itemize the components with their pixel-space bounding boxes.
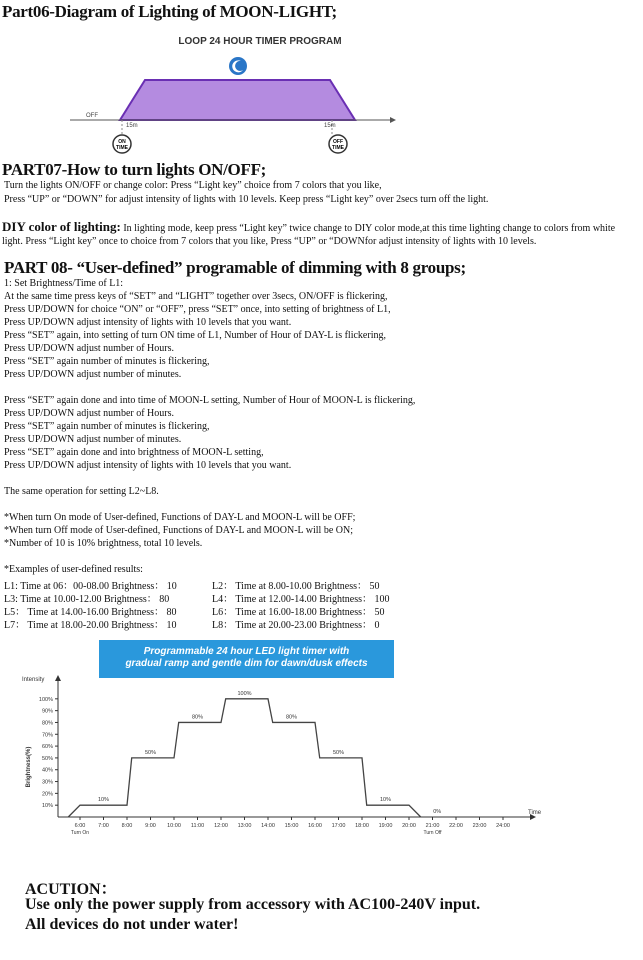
x-tick-label: 24:00 (496, 823, 510, 829)
p8-line: 1: Set Brightness/Time of L1: (4, 278, 124, 289)
p8-line: *Number of 10 is 10% brightness, total 10 levels. (4, 538, 203, 549)
caution-line-1: Use only the power supply from accessory with AC100-240V input. (25, 896, 481, 913)
on-time-text-1: ON (118, 139, 126, 145)
p8-line: *When turn On mode of User-defined, Functions of DAY-L and MOON-L will be OFF; (4, 512, 356, 523)
data-label: 0% (433, 809, 442, 815)
y-axis-title: Intensity (22, 677, 45, 683)
p8-line: Press UP/DOWN adjust intensity of lights with 10 levels that you want. (4, 460, 292, 471)
p8-line: *When turn Off mode of User-defined, Functions of DAY-L and MOON-L will be ON; (4, 525, 353, 536)
caution-title: ACUTION： (25, 881, 117, 898)
example-l1: L1: Time at 06：00-08.00 Brightness： 10 (4, 581, 177, 592)
off-time-text-1: OFF (333, 139, 343, 145)
y-tick-label: 50% (41, 755, 53, 762)
example-l6: L6： Time at 16.00-18.00 Brightness： 50 (212, 607, 385, 618)
diy-text-1: In lighting mode, keep press “Light key” twice change to DIY color mode,at this time lighting change to colors from white (120, 223, 616, 234)
ramp-left-label: 15m (126, 123, 138, 129)
data-label: 10% (379, 797, 392, 804)
part07-p1: Turn the lights ON/OFF or change color: Press “Light key” choice from 7 colors that you like, (4, 180, 382, 191)
moon-ramp-area (120, 80, 355, 120)
data-label: 100% (237, 690, 252, 697)
diagram-title: LOOP 24 HOUR TIMER PROGRAM (178, 36, 342, 47)
p8-line: Press UP/DOWN for choice “ON” or “OFF”, press “SET” once, into setting of brightness of L1, (4, 304, 391, 315)
x-axis-title: Time (528, 810, 542, 816)
banner-line-2: gradual ramp and gentle dim for dawn/dusk effects (125, 658, 368, 669)
on-time-text-2: TIME (116, 145, 128, 151)
p8-line: Press UP/DOWN adjust number of minutes. (4, 434, 182, 445)
data-label: 80% (191, 714, 204, 721)
p8-line: Press UP/DOWN adjust number of Hours. (4, 408, 174, 419)
x-tick-label: 15:00 (284, 823, 299, 829)
p8-line: Press UP/DOWN adjust number of minutes. (4, 369, 182, 380)
data-label: 50% (144, 749, 157, 756)
off-time-text-2: TIME (332, 145, 344, 151)
y-tick-label: 80% (41, 720, 53, 727)
caution-line-2: All devices do not under water! (25, 916, 239, 933)
x-tick-label: 14:00 (261, 823, 275, 829)
x-tick-label: 6:00 (74, 823, 86, 829)
part07-title: PART07-How to turn lights ON/OFF; (2, 160, 267, 179)
p8-line: Press UP/DOWN adjust number of Hours. (4, 343, 174, 354)
y-tick-label: 20% (41, 791, 53, 798)
p8-line: Press “SET” again done and into brightness of MOON-L setting, (4, 447, 264, 458)
x-tick-label: 8:00 (121, 823, 133, 829)
moon-timer-diagram (60, 28, 400, 160)
brightness-series-line (68, 699, 421, 817)
example-l4: L4： Time at 12.00-14.00 Brightness： 100 (212, 594, 390, 605)
p8-line: Press “SET” again number of minutes is flickering, (4, 421, 210, 432)
y-axis-arrow (55, 675, 61, 681)
data-label: 10% (97, 797, 110, 804)
p8-line: The same operation for setting L2~L8. (4, 486, 159, 497)
x-tick-label: 20:00 (402, 823, 416, 829)
ramp-right-label: 15m (324, 123, 336, 129)
x-tick-label: 19:00 (378, 823, 393, 829)
example-l2: L2： Time at 8.00-10.00 Brightness： 50 (212, 581, 380, 592)
x-tick-label: 11:00 (190, 823, 205, 829)
y-tick-label: 60% (41, 744, 53, 751)
off-label: OFF (86, 113, 98, 119)
x-tick-label: 23:00 (472, 823, 487, 829)
x-tick-label: 17:00 (331, 823, 346, 829)
y-tick-label: 100% (38, 696, 53, 703)
example-l5: L5： Time at 14.00-16.00 Brightness： 80 (4, 607, 177, 618)
banner-line-1: Programmable 24 hour LED light timer with (143, 646, 350, 657)
part08-title: PART 08- “User-defined” programable of dimming with 8 groups; (4, 258, 466, 277)
x-tick-label: 9:00 (145, 823, 156, 829)
y-tick-label: 70% (41, 732, 53, 739)
x-tick-label: 22:00 (449, 823, 463, 829)
p8-line: Press “SET” again, into setting of turn ON time of L1, Number of Hour of DAY-L is flickering, (4, 330, 386, 341)
x-tick-label: 16:00 (308, 823, 322, 829)
turn-on-label: Turn On (70, 830, 90, 836)
x-tick-label: 7:00 (98, 823, 109, 829)
part06-title: Part06-Diagram of Lighting of MOON-LIGHT; (2, 2, 337, 21)
example-l7: L7： Time at 18.00-20.00 Brightness： 10 (4, 620, 177, 631)
x-tick-label: 13:00 (237, 823, 252, 829)
diagram-arrow (390, 117, 396, 123)
p8-line: Press “SET” again number of minutes is flickering, (4, 356, 210, 367)
y-tick-label: 10% (41, 803, 53, 810)
y-tick-label: 90% (41, 708, 53, 715)
diy-label: DIY color of lighting: (2, 219, 121, 234)
y-axis-side-label: Brightness(%) (26, 746, 32, 788)
x-tick-label: 18:00 (355, 823, 369, 829)
p8-line: Press “SET” again done and into time of MOON-L setting, Number of Hour of MOON-L is flickering, (4, 395, 416, 406)
y-tick-label: 40% (41, 767, 53, 774)
x-tick-label: 12:00 (214, 823, 228, 829)
data-label: 80% (285, 714, 298, 721)
p8-line: *Examples of user-defined results: (4, 564, 143, 575)
diy-paragraph (2, 220, 638, 248)
part07-p2: Press “UP” or “DOWN” for adjust intensity of lights with 10 levels. Keep press “Light key” over 2secs turn off the light. (4, 194, 489, 205)
example-l3: L3: Time at 10.00-12.00 Brightness： 80 (4, 594, 170, 605)
turn-off-label: Turn Off (423, 830, 442, 836)
brightness-chart (0, 672, 643, 842)
diy-text-2: light. Press “Light key” once to choice from 7 colors that you like, Press “UP” or “DOWNfor adjust intensity of lights with 10 levels. (2, 236, 537, 247)
p8-line: Press UP/DOWN adjust intensity of lights with 10 levels that you want. (4, 317, 292, 328)
x-tick-label: 10:00 (167, 823, 181, 829)
data-label: 50% (332, 749, 345, 756)
y-tick-label: 30% (41, 779, 53, 786)
p8-line: At the same time press keys of “SET” and “LIGHT” together over 3secs, ON/OFF is flickering, (4, 291, 388, 302)
x-tick-label: 21:00 (425, 823, 440, 829)
example-l8: L8： Time at 20.00-23.00 Brightness： 0 (212, 620, 380, 631)
